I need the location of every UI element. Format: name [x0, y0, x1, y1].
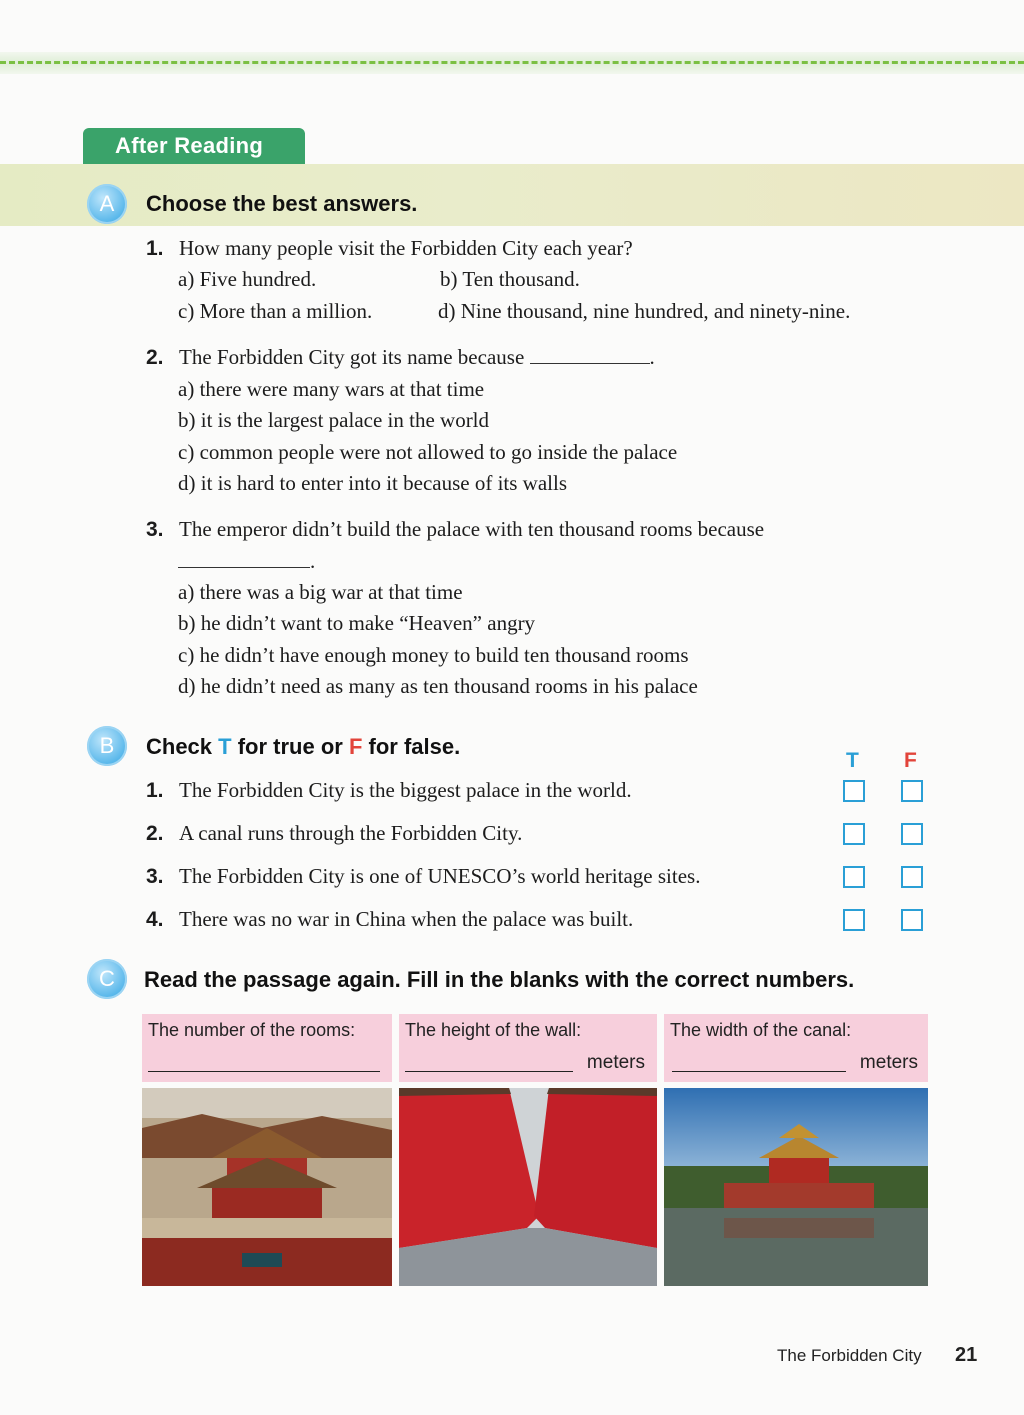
- option-1a: a) Five hundred.: [178, 267, 317, 291]
- option-3a: a) there was a big war at that time: [178, 580, 463, 604]
- question-1: [146, 236, 633, 261]
- false-checkbox-1[interactable]: [901, 780, 923, 802]
- section-tab: After Reading: [83, 128, 305, 164]
- answer-blank: [178, 549, 310, 568]
- fill-cell-canal-width: [664, 1014, 928, 1082]
- question-3-blank-line: .: [178, 549, 315, 574]
- decorative-top-border: [0, 52, 1024, 74]
- statement-2: 2. A canal runs through the Forbidden City.: [146, 821, 523, 845]
- part-b-badge-icon: B: [87, 726, 127, 766]
- option-1d: d) Nine thousand, nine hundred, and ninety-nine.: [438, 299, 851, 323]
- false-checkbox-4[interactable]: [901, 909, 923, 931]
- question-number: 2.: [146, 346, 164, 369]
- true-checkbox-4[interactable]: [843, 909, 865, 931]
- part-b-heading: Check T for true or F for false.: [146, 734, 461, 759]
- question-text: How many people visit the Forbidden City each year?: [179, 236, 633, 260]
- option-3c: c) he didn’t have enough money to build ten thousand rooms: [178, 643, 689, 667]
- unit-label: meters: [859, 1052, 918, 1073]
- statement-1: 1. The Forbidden City is the biggest palace in the world.: [146, 778, 632, 802]
- false-checkbox-3[interactable]: [901, 866, 923, 888]
- false-checkbox-2[interactable]: [901, 823, 923, 845]
- cell-label: The number of the rooms:: [148, 1020, 356, 1040]
- true-letter: T: [218, 734, 232, 759]
- statement-4: 4. There was no war in China when the palace was built.: [146, 907, 634, 931]
- page-number: 21: [955, 1344, 978, 1366]
- option-2c: c) common people were not allowed to go inside the palace: [178, 440, 678, 464]
- option-3b: b) he didn’t want to make “Heaven” angry: [178, 611, 536, 635]
- question-number: 1.: [146, 237, 164, 260]
- unit-label: meters: [586, 1052, 645, 1073]
- true-column-header: T: [846, 749, 859, 772]
- cell-label: The height of the wall:: [405, 1020, 582, 1040]
- option-1b: b) Ten thousand.: [440, 267, 580, 291]
- false-column-header: F: [904, 749, 917, 772]
- palace-rooftops-photo: [142, 1088, 392, 1286]
- true-checkbox-2[interactable]: [843, 823, 865, 845]
- part-c-badge-icon: C: [87, 959, 127, 999]
- part-c-heading: Read the passage again. Fill in the blanks with the correct numbers.: [144, 967, 855, 992]
- answer-blank[interactable]: [405, 1071, 573, 1072]
- false-letter: F: [348, 734, 363, 759]
- answer-blank[interactable]: [148, 1071, 380, 1072]
- option-1c: c) More than a million.: [178, 299, 373, 323]
- question-text: The Forbidden City got its name because: [179, 345, 525, 369]
- fill-cell-wall-height: [399, 1014, 657, 1082]
- part-a-badge-icon: A: [87, 184, 127, 224]
- red-wall-corridor-photo: [399, 1088, 657, 1286]
- cell-label: The width of the canal:: [670, 1020, 852, 1040]
- part-a-heading: Choose the best answers.: [146, 191, 418, 216]
- option-2a: a) there were many wars at that time: [178, 377, 485, 401]
- question-text: The emperor didn’t build the palace with ten thousand rooms because: [179, 517, 765, 541]
- option-2d: d) it is hard to enter into it because of its walls: [178, 471, 567, 495]
- answer-blank[interactable]: [672, 1071, 846, 1072]
- corner-tower-photo: [664, 1088, 928, 1286]
- question-2: 2. The Forbidden City got its name because .: [146, 345, 655, 369]
- footer-title: The Forbidden City: [777, 1346, 922, 1365]
- answer-blank: [530, 345, 650, 364]
- question-number: 3.: [146, 518, 164, 541]
- option-2b: b) it is the largest palace in the world: [178, 408, 490, 432]
- true-checkbox-3[interactable]: [843, 866, 865, 888]
- true-checkbox-1[interactable]: [843, 780, 865, 802]
- fill-cell-rooms: [142, 1014, 392, 1082]
- statement-3: 3. The Forbidden City is one of UNESCO’s world heritage sites.: [146, 864, 701, 888]
- option-3d: d) he didn’t need as many as ten thousand rooms in his palace: [178, 674, 698, 698]
- question-3: [146, 517, 764, 542]
